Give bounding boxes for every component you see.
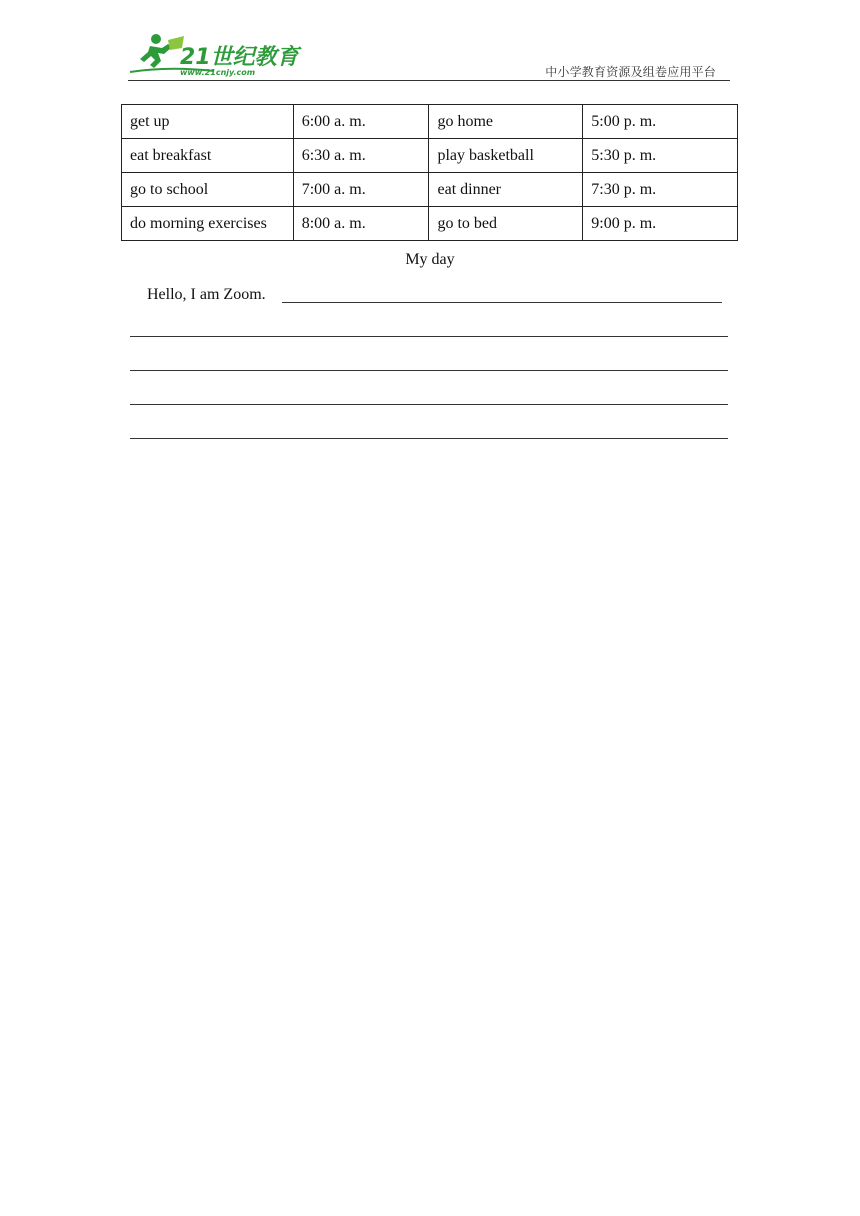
essay-intro: Hello, I am Zoom. <box>147 286 266 303</box>
platform-name: 中小学教育资源及组卷应用平台 <box>545 65 716 79</box>
header-divider <box>128 80 730 81</box>
svg-text:www.21cnjy.com: www.21cnjy.com <box>180 68 256 77</box>
table-row <box>122 207 738 241</box>
table-row <box>122 139 738 173</box>
activity-cell: do morning exercises <box>122 207 294 241</box>
writing-line[interactable] <box>130 404 728 405</box>
essay-title: My day <box>405 251 455 268</box>
logo <box>128 30 308 78</box>
time-cell: 9:00 p. m. <box>583 207 738 241</box>
time-cell: 5:30 p. m. <box>583 139 738 173</box>
writing-line[interactable] <box>130 370 728 371</box>
activity-cell: play basketball <box>429 139 583 173</box>
time-cell: 6:30 a. m. <box>293 139 429 173</box>
runner-logo-icon <box>128 30 308 78</box>
writing-line[interactable] <box>130 438 728 439</box>
time-cell: 6:00 a. m. <box>293 105 429 139</box>
time-cell: 7:00 a. m. <box>293 173 429 207</box>
activity-cell: eat dinner <box>429 173 583 207</box>
activity-cell: eat breakfast <box>122 139 294 173</box>
activity-cell: get up <box>122 105 294 139</box>
activity-cell: go to bed <box>429 207 583 241</box>
time-cell: 5:00 p. m. <box>583 105 738 139</box>
activity-cell: go to school <box>122 173 294 207</box>
table-row <box>122 173 738 207</box>
time-cell: 7:30 p. m. <box>583 173 738 207</box>
time-cell: 8:00 a. m. <box>293 207 429 241</box>
schedule-table <box>121 104 738 241</box>
page-header <box>128 30 730 82</box>
writing-line[interactable] <box>130 336 728 337</box>
table-row <box>122 105 738 139</box>
activity-cell: go home <box>429 105 583 139</box>
svg-text:21世纪教育: 21世纪教育 <box>180 45 299 70</box>
writing-line[interactable] <box>282 302 722 303</box>
